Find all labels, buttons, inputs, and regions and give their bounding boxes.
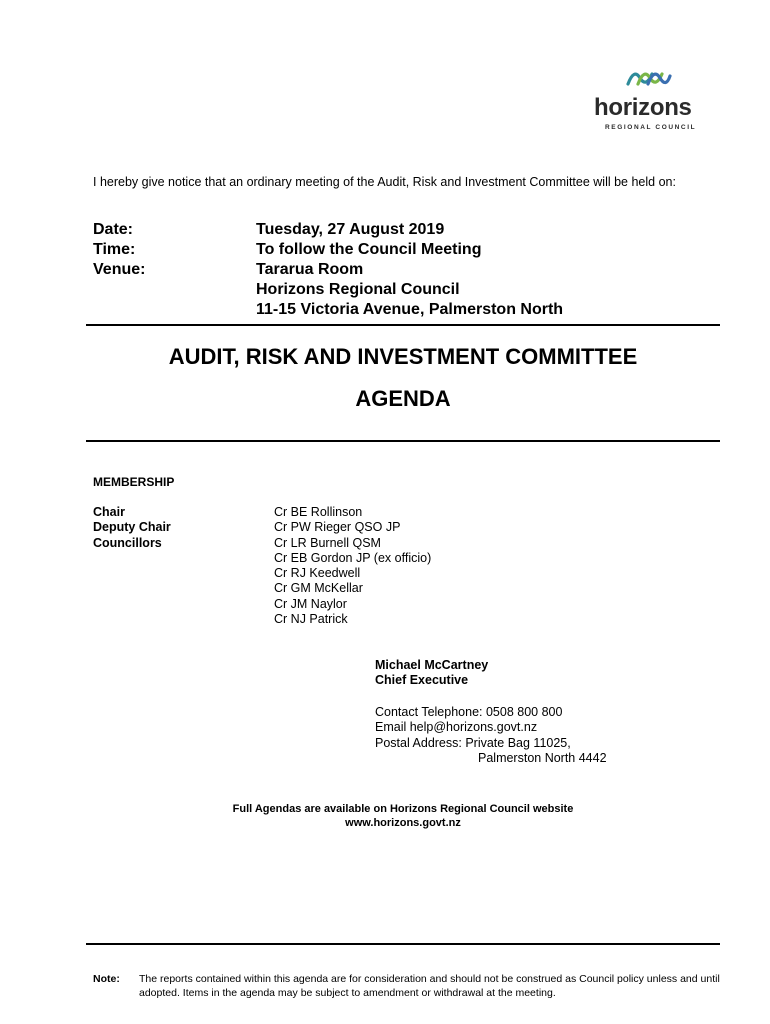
executive-block <box>375 658 488 689</box>
contact-postal: Postal Address: Private Bag 11025, <box>375 735 571 750</box>
logo-wordmark: horizons <box>594 94 692 121</box>
date-label: Date: <box>93 221 134 238</box>
role-councillors: Councillors <box>93 535 162 550</box>
logo-subtitle: REGIONAL COUNCIL <box>605 124 697 131</box>
contact-telephone: Contact Telephone: 0508 800 800 <box>375 705 563 719</box>
committee-title: AUDIT, RISK AND INVESTMENT COMMITTEE <box>168 344 638 369</box>
note-label: Note: <box>93 973 120 985</box>
horizons-logo <box>590 66 710 136</box>
membership-heading: MEMBERSHIP <box>93 475 175 489</box>
role-deputy-chair: Deputy Chair <box>93 520 171 535</box>
date-value: Tuesday, 27 August 2019 <box>256 221 445 238</box>
divider <box>86 943 720 945</box>
website-link: www.horizons.govt.nz <box>345 817 461 829</box>
venue-line: 11-15 Victoria Avenue, Palmerston North <box>256 301 564 318</box>
member-item: Cr GM McKellar <box>274 581 363 596</box>
venue-line: Tararua Room <box>256 261 364 278</box>
member-item: Cr BE Rollinson <box>274 505 363 519</box>
contact-email: Email help@horizons.govt.nz <box>375 720 538 735</box>
divider <box>86 440 720 442</box>
time-value: To follow the Council Meeting <box>256 241 482 258</box>
member-item: Cr JM Naylor <box>274 596 347 611</box>
agenda-title: AGENDA <box>355 386 451 411</box>
meeting-notice: I hereby give notice that an ordinary meeting of the Audit, Risk and Investment Committee will be held on: <box>93 175 676 189</box>
member-item: Cr NJ Patrick <box>274 612 348 627</box>
member-list <box>274 505 431 627</box>
membership-roles <box>93 505 171 551</box>
venue-line: Horizons Regional Council <box>256 281 460 298</box>
venue-label: Venue: <box>93 261 146 278</box>
availability-text: Full Agendas are available on Horizons Regional Council website <box>232 803 574 815</box>
divider <box>86 324 720 326</box>
agenda-availability <box>86 802 720 830</box>
member-item: Cr RJ Keedwell <box>274 566 361 581</box>
contact-block <box>375 705 607 766</box>
role-chair: Chair <box>93 505 125 519</box>
note-text: The reports contained within this agenda are for consideration and should not be construed as Council policy unless and until adopted. Items in the agenda may be subject to amendment or withdrawal at the meeting. <box>139 973 720 999</box>
executive-title: Chief Executive <box>375 673 469 688</box>
executive-name: Michael McCartney <box>375 658 489 672</box>
wave-logo-icon <box>626 66 672 90</box>
member-item: Cr PW Rieger QSO JP <box>274 520 401 535</box>
member-item: Cr EB Gordon JP (ex officio) <box>274 550 432 565</box>
time-label: Time: <box>93 241 136 258</box>
member-item: Cr LR Burnell QSM <box>274 535 381 550</box>
contact-postal-city: Palmerston North 4442 <box>478 750 607 765</box>
